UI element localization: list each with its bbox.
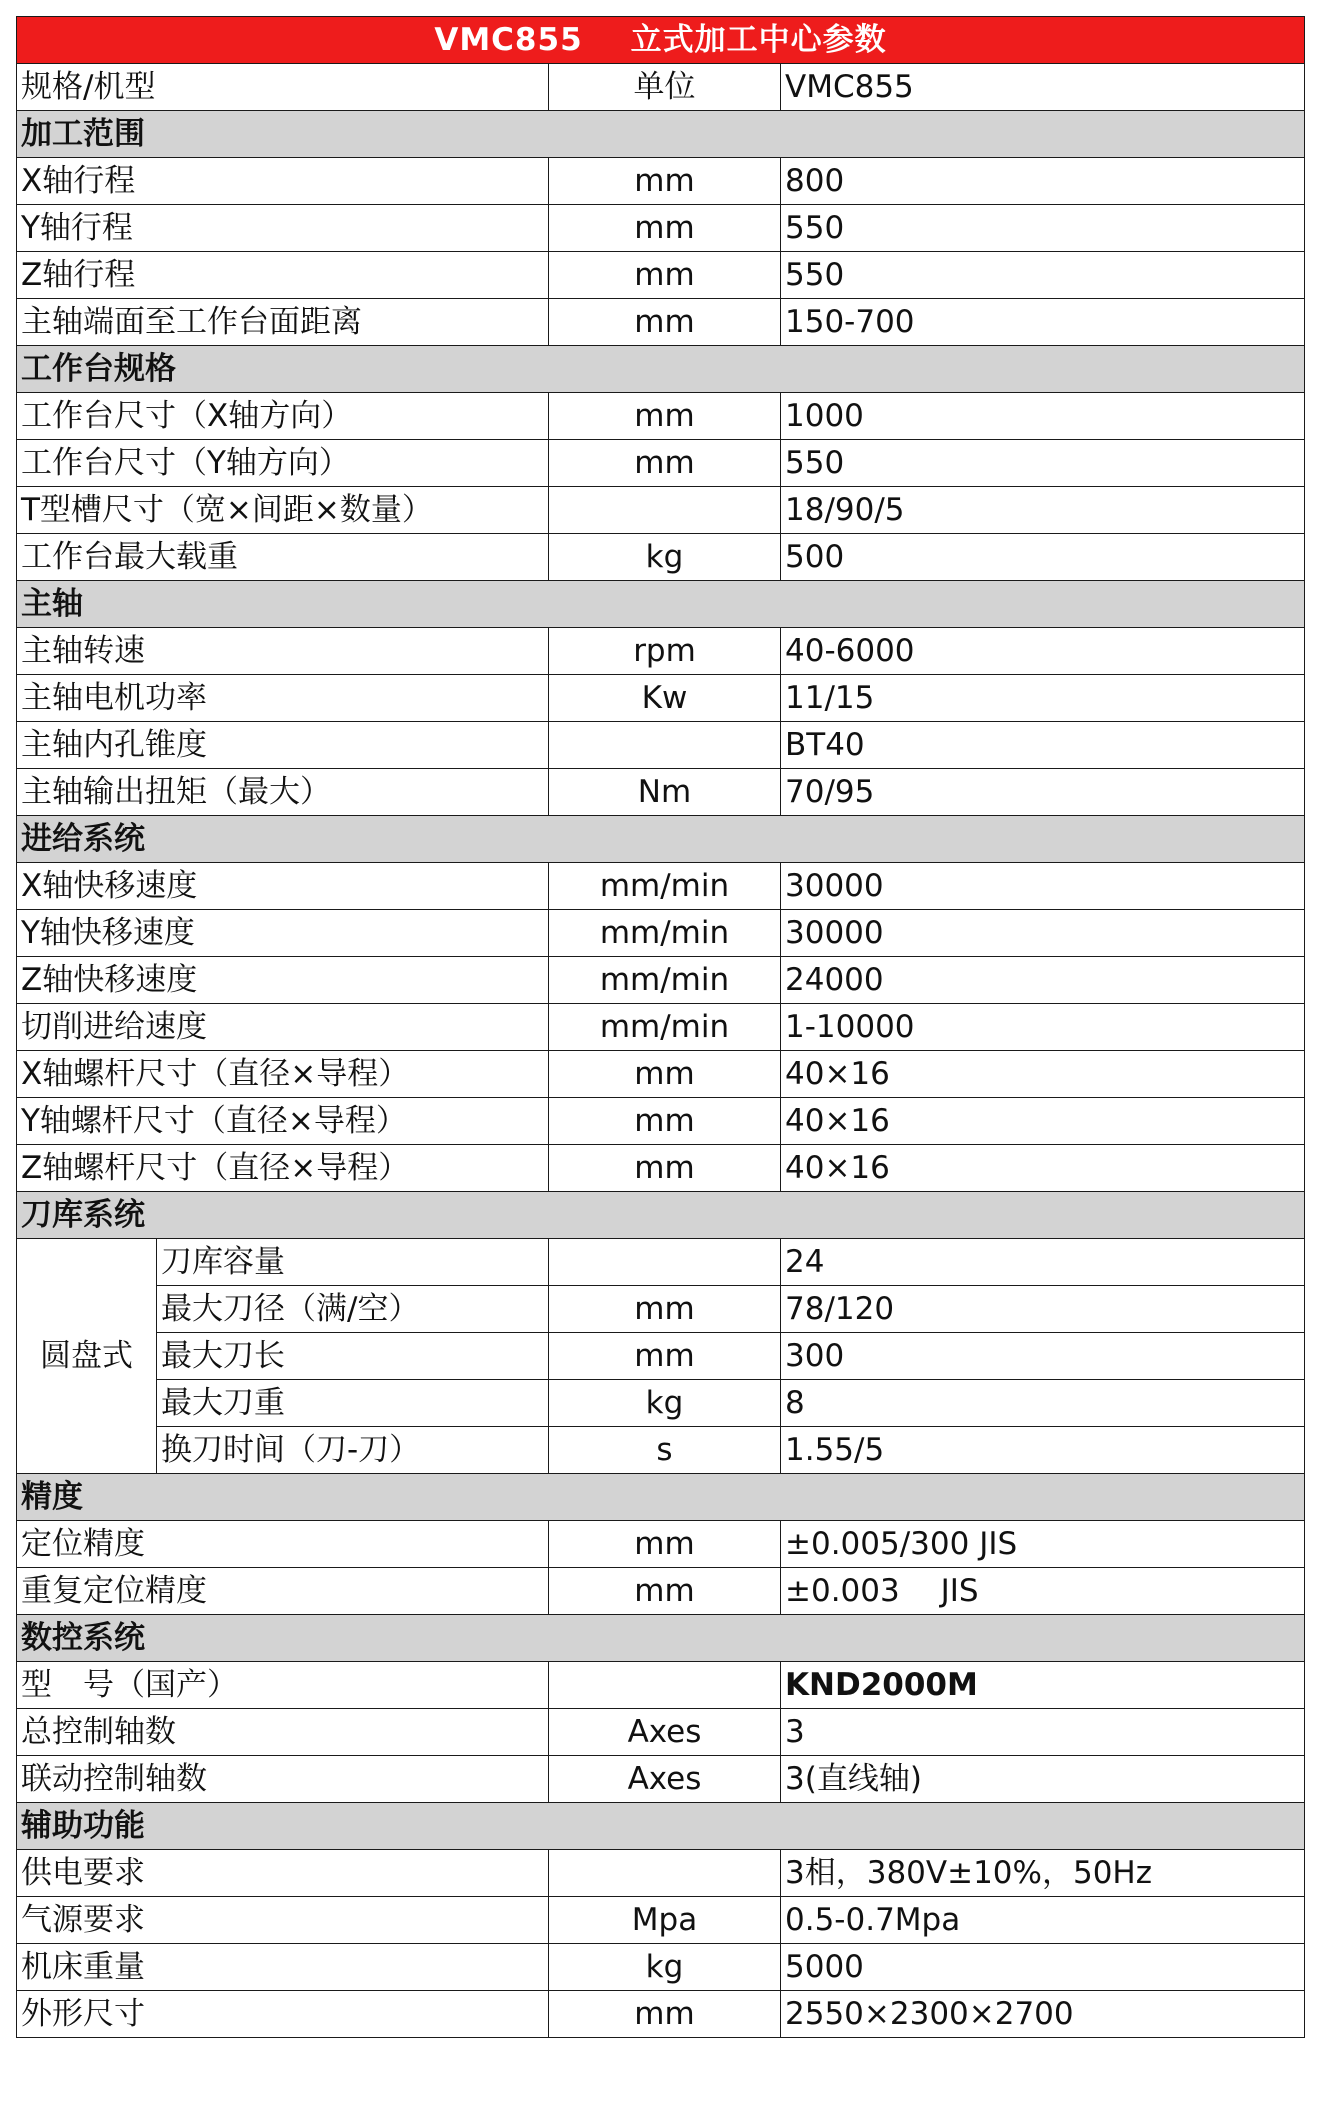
row-value: 300 [781, 1333, 1305, 1380]
row-unit: Nm [549, 769, 781, 816]
table-row [17, 1991, 1305, 2038]
row-label: 最大刀重 [157, 1380, 549, 1427]
table-row [17, 1709, 1305, 1756]
group-label: 圆盘式 [17, 1239, 157, 1474]
table-row [17, 1286, 1305, 1333]
table-row [17, 1380, 1305, 1427]
row-unit: mm [549, 252, 781, 299]
row-value: 40×16 [781, 1145, 1305, 1192]
header-spec: 规格/机型 [17, 64, 549, 111]
row-value: 500 [781, 534, 1305, 581]
table-row [17, 1004, 1305, 1051]
row-label: Z轴螺杆尺寸（直径×导程） [17, 1145, 549, 1192]
row-label: 工作台尺寸（Y轴方向） [17, 440, 549, 487]
row-value: 24 [781, 1239, 1305, 1286]
row-unit: mm [549, 1098, 781, 1145]
table-row [17, 487, 1305, 534]
row-value: 150-700 [781, 299, 1305, 346]
row-unit: mm/min [549, 863, 781, 910]
section-row [17, 816, 1305, 863]
row-label: T型槽尺寸（宽×间距×数量） [17, 487, 549, 534]
row-label: X轴螺杆尺寸（直径×导程） [17, 1051, 549, 1098]
row-unit: mm [549, 1333, 781, 1380]
row-label: 重复定位精度 [17, 1568, 549, 1615]
section-row [17, 346, 1305, 393]
row-value: 78/120 [781, 1286, 1305, 1333]
row-value: 30000 [781, 910, 1305, 957]
row-unit: mm [549, 1568, 781, 1615]
table-row [17, 628, 1305, 675]
row-unit: mm [549, 205, 781, 252]
row-label: 主轴内孔锥度 [17, 722, 549, 769]
table-row [17, 1662, 1305, 1709]
title-row [17, 17, 1305, 64]
row-value: 18/90/5 [781, 487, 1305, 534]
section-row [17, 581, 1305, 628]
table-row [17, 440, 1305, 487]
row-label: 最大刀长 [157, 1333, 549, 1380]
table-row [17, 1850, 1305, 1897]
title-name: 立式加工中心参数 [630, 21, 887, 58]
table-row [17, 1756, 1305, 1803]
row-unit: mm [549, 1521, 781, 1568]
row-value: 0.5-0.7Mpa [781, 1897, 1305, 1944]
row-value: 11/15 [781, 675, 1305, 722]
row-label: 定位精度 [17, 1521, 549, 1568]
row-value: 3相，380V±10%，50Hz [781, 1850, 1305, 1897]
row-unit: Axes [549, 1709, 781, 1756]
row-unit [549, 1239, 781, 1286]
row-label: 气源要求 [17, 1897, 549, 1944]
row-label: 切削进给速度 [17, 1004, 549, 1051]
row-unit: Kw [549, 675, 781, 722]
row-unit: rpm [549, 628, 781, 675]
row-value: 24000 [781, 957, 1305, 1004]
row-value: 1.55/5 [781, 1427, 1305, 1474]
section-title: 加工范围 [17, 111, 1305, 158]
row-unit [549, 487, 781, 534]
row-label: 工作台尺寸（X轴方向） [17, 393, 549, 440]
row-value: 70/95 [781, 769, 1305, 816]
row-unit [549, 722, 781, 769]
row-value: BT40 [781, 722, 1305, 769]
header-unit: 单位 [549, 64, 781, 111]
row-label: Y轴行程 [17, 205, 549, 252]
row-value: 3(直线轴) [781, 1756, 1305, 1803]
row-unit: mm [549, 1991, 781, 2038]
table-row [17, 1944, 1305, 1991]
row-unit: mm [549, 299, 781, 346]
row-unit: kg [549, 534, 781, 581]
table-row [17, 1098, 1305, 1145]
table-row [17, 252, 1305, 299]
spec-sheet [16, 16, 1304, 2038]
row-value: 1-10000 [781, 1004, 1305, 1051]
row-label: 总控制轴数 [17, 1709, 549, 1756]
row-value: 5000 [781, 1944, 1305, 1991]
row-unit [549, 1850, 781, 1897]
section-row [17, 1192, 1305, 1239]
title-model: VMC855 [434, 21, 583, 58]
table-row [17, 158, 1305, 205]
row-value: 550 [781, 205, 1305, 252]
row-label: 供电要求 [17, 1850, 549, 1897]
table-row [17, 393, 1305, 440]
row-unit: mm [549, 1051, 781, 1098]
row-label: 刀库容量 [157, 1239, 549, 1286]
row-unit [549, 1662, 781, 1709]
row-label: X轴快移速度 [17, 863, 549, 910]
row-unit: mm [549, 393, 781, 440]
row-unit: kg [549, 1380, 781, 1427]
row-unit: Mpa [549, 1897, 781, 1944]
row-unit: mm [549, 158, 781, 205]
row-value: ±0.003 JIS [781, 1568, 1305, 1615]
row-label: 主轴端面至工作台面距离 [17, 299, 549, 346]
row-value: KND2000M [781, 1662, 1305, 1709]
row-value: 40-6000 [781, 628, 1305, 675]
row-value: 550 [781, 252, 1305, 299]
row-value: ±0.005/300 JIS [781, 1521, 1305, 1568]
section-row [17, 1803, 1305, 1850]
header-row [17, 64, 1305, 111]
row-label: 机床重量 [17, 1944, 549, 1991]
row-value: 2550×2300×2700 [781, 1991, 1305, 2038]
row-label: X轴行程 [17, 158, 549, 205]
row-unit: mm/min [549, 957, 781, 1004]
row-unit: mm/min [549, 1004, 781, 1051]
section-title: 主轴 [17, 581, 1305, 628]
table-row [17, 675, 1305, 722]
row-value: 3 [781, 1709, 1305, 1756]
table-row [17, 722, 1305, 769]
section-title: 刀库系统 [17, 1192, 1305, 1239]
spec-table [16, 16, 1305, 2038]
row-label: Y轴快移速度 [17, 910, 549, 957]
table-row [17, 1051, 1305, 1098]
section-title: 辅助功能 [17, 1803, 1305, 1850]
row-label: 联动控制轴数 [17, 1756, 549, 1803]
row-unit: Axes [549, 1756, 781, 1803]
row-unit: kg [549, 1944, 781, 1991]
row-label: 主轴电机功率 [17, 675, 549, 722]
section-row [17, 1474, 1305, 1521]
row-unit: s [549, 1427, 781, 1474]
row-value: 8 [781, 1380, 1305, 1427]
spec-table-body [17, 17, 1305, 2038]
section-title: 精度 [17, 1474, 1305, 1521]
row-label: 型 号（国产） [17, 1662, 549, 1709]
row-label: Z轴行程 [17, 252, 549, 299]
section-row [17, 111, 1305, 158]
row-unit: mm [549, 1286, 781, 1333]
row-label: 主轴输出扭矩（最大） [17, 769, 549, 816]
row-label: Y轴螺杆尺寸（直径×导程） [17, 1098, 549, 1145]
row-label: 最大刀径（满/空） [157, 1286, 549, 1333]
table-row [17, 910, 1305, 957]
row-unit: mm/min [549, 910, 781, 957]
table-row [17, 1427, 1305, 1474]
table-row [17, 1239, 1305, 1286]
table-row [17, 769, 1305, 816]
table-row [17, 1145, 1305, 1192]
row-value: 30000 [781, 863, 1305, 910]
table-row [17, 534, 1305, 581]
page-title [17, 17, 1305, 64]
section-row [17, 1615, 1305, 1662]
row-value: 800 [781, 158, 1305, 205]
table-row [17, 299, 1305, 346]
table-row [17, 205, 1305, 252]
table-row [17, 1521, 1305, 1568]
header-model: VMC855 [781, 64, 1305, 111]
row-unit: mm [549, 1145, 781, 1192]
table-row [17, 1333, 1305, 1380]
section-title: 进给系统 [17, 816, 1305, 863]
table-row [17, 863, 1305, 910]
section-title: 数控系统 [17, 1615, 1305, 1662]
row-unit: mm [549, 440, 781, 487]
table-row [17, 1568, 1305, 1615]
row-label: Z轴快移速度 [17, 957, 549, 1004]
row-label: 主轴转速 [17, 628, 549, 675]
row-value: 40×16 [781, 1098, 1305, 1145]
row-value: 40×16 [781, 1051, 1305, 1098]
table-row [17, 957, 1305, 1004]
row-label: 换刀时间（刀-刀） [157, 1427, 549, 1474]
table-row [17, 1897, 1305, 1944]
row-value: 1000 [781, 393, 1305, 440]
row-value: 550 [781, 440, 1305, 487]
row-label: 外形尺寸 [17, 1991, 549, 2038]
section-title: 工作台规格 [17, 346, 1305, 393]
row-label: 工作台最大载重 [17, 534, 549, 581]
